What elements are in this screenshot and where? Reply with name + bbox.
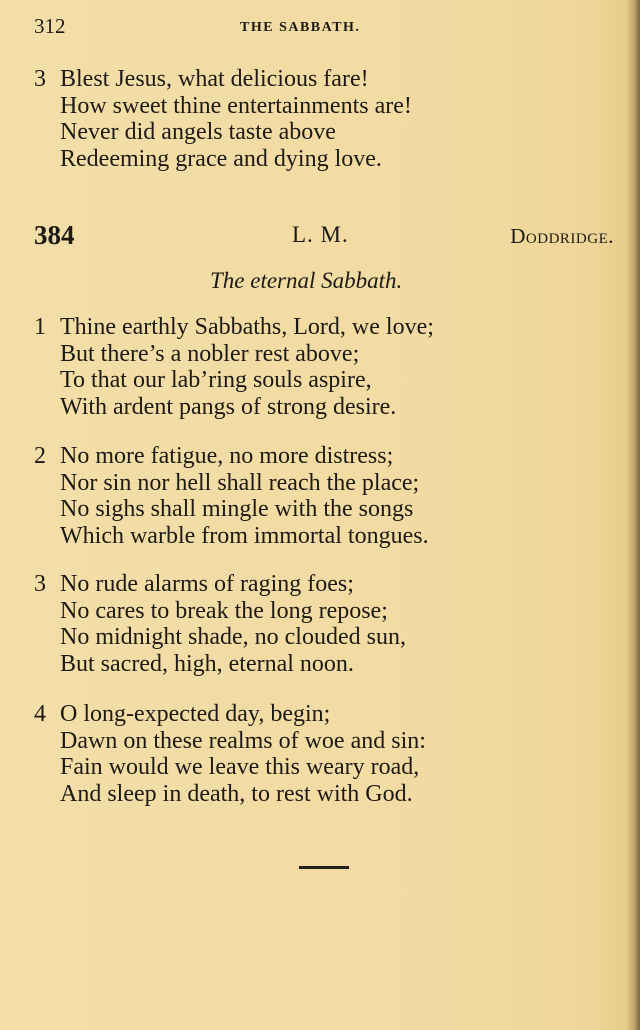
- verse-line: No rude alarms of raging foes;: [60, 571, 354, 597]
- stanza-3: [34, 571, 406, 677]
- hymn-number: 384: [34, 220, 75, 250]
- stanza-number: 1: [34, 314, 46, 340]
- verse-line: With ardent pangs of strong desire.: [60, 393, 397, 420]
- verse-line: Thine earthly Sabbaths, Lord, we love;: [60, 314, 434, 340]
- previous-hymn-stanza: [34, 66, 412, 172]
- verse-line: Which warble from immortal tongues.: [60, 522, 429, 549]
- stanza-4: [34, 701, 426, 807]
- verse-line: But there’s a nobler rest above;: [60, 340, 360, 367]
- hymn-author: Doddridge.: [510, 224, 614, 248]
- verse-line: Nor sin nor hell shall reach the place;: [60, 469, 420, 496]
- end-rule: [299, 866, 349, 869]
- verse-line: To that our lab’ring souls aspire,: [60, 367, 372, 393]
- hymn-meter: L. M.: [292, 222, 349, 247]
- stanza-number: 3: [34, 571, 46, 597]
- page-header: [34, 14, 594, 44]
- stanza-number: 4: [34, 701, 46, 727]
- stanza-number: 3: [34, 66, 46, 92]
- stanza-2: [34, 443, 429, 549]
- verse-line: But sacred, high, eternal noon.: [60, 650, 354, 677]
- verse-line: How sweet thine entertainments are!: [60, 92, 412, 119]
- running-head: THE SABBATH.: [240, 20, 361, 35]
- hymn-heading: [34, 220, 614, 252]
- stanza-number: 2: [34, 443, 46, 469]
- verse-line: Fain would we leave this weary road,: [60, 754, 420, 780]
- verse-line: No cares to break the long repose;: [60, 597, 388, 624]
- stanza-1: [34, 314, 434, 420]
- verse-line: O long-expected day, begin;: [60, 701, 331, 727]
- verse-line: No midnight shade, no clouded sun,: [60, 624, 406, 650]
- page-number: 312: [34, 14, 66, 38]
- verse-line: Never did angels taste above: [60, 119, 336, 145]
- verse-line: No more fatigue, no more distress;: [60, 443, 394, 469]
- verse-line: And sleep in death, to rest with God.: [60, 780, 413, 807]
- hymn-title: The eternal Sabbath.: [210, 268, 403, 293]
- verse-line: Dawn on these realms of woe and sin:: [60, 727, 426, 754]
- verse-line: Blest Jesus, what delicious fare!: [60, 66, 369, 92]
- verse-line: No sighs shall mingle with the songs: [60, 496, 414, 522]
- page-edge-shadow: [626, 0, 640, 1030]
- verse-line: Redeeming grace and dying love.: [60, 145, 382, 172]
